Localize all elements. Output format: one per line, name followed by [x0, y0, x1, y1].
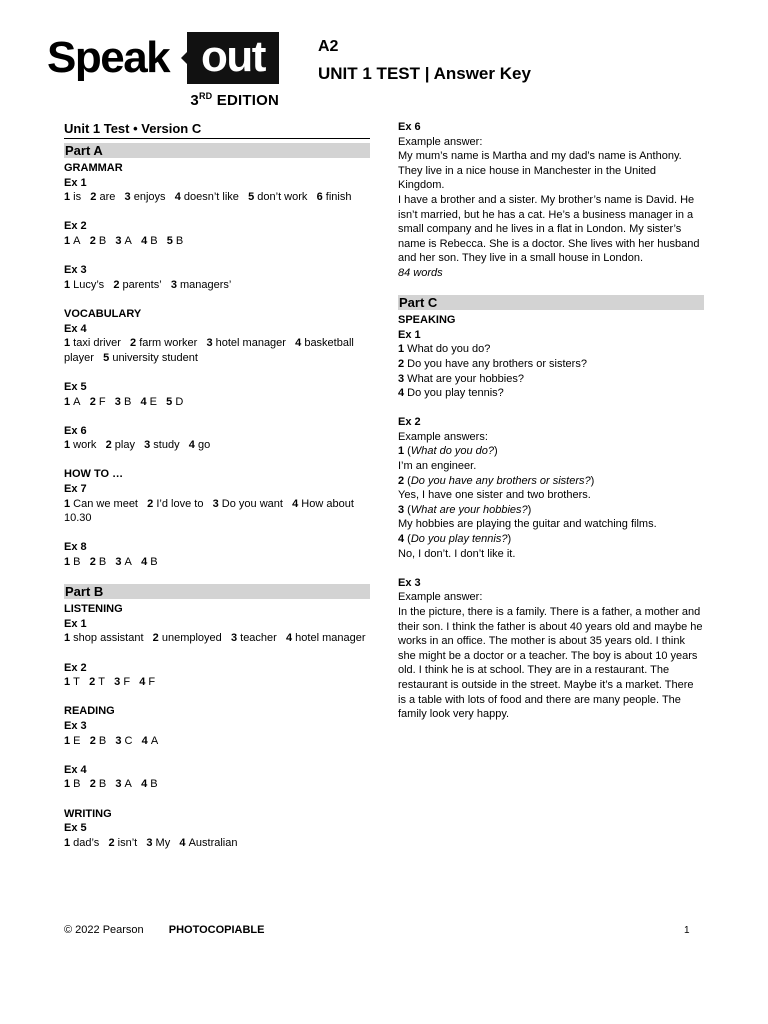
example-answer-label: Example answer:	[398, 135, 483, 148]
answer-text: B	[172, 234, 184, 247]
answer-number: 3	[124, 191, 131, 204]
exercise-label: Ex 6	[64, 424, 87, 437]
answer-line	[64, 777, 370, 792]
answer-number: 4	[141, 778, 148, 791]
answer-text: go	[194, 439, 211, 452]
answer-text: E	[70, 734, 90, 747]
answer-text: taxi driver	[70, 337, 131, 350]
answer-text: B	[120, 395, 141, 408]
answer-number: 2	[105, 439, 112, 452]
answer-number: 3	[114, 395, 121, 408]
answer-number: 1	[64, 395, 71, 408]
list-item	[398, 386, 704, 401]
exercise-label: Ex 7	[64, 483, 87, 496]
answer-text: My	[152, 836, 180, 849]
copyright: © 2022 Pearson	[64, 924, 144, 936]
answer-line	[64, 190, 370, 205]
part-a-heading: Part A	[64, 143, 370, 158]
answer-number: 2	[130, 337, 137, 350]
answer-line	[64, 675, 370, 690]
answer-number: 2	[89, 676, 96, 689]
exercise-label: Ex 1	[64, 176, 87, 189]
version-title: Unit 1 Test • Version C	[64, 120, 370, 139]
writing-heading: WRITING	[64, 807, 112, 820]
left-column	[64, 120, 370, 850]
answer-text: shop assistant	[70, 632, 153, 645]
exercise-label: Ex 1	[398, 328, 421, 341]
answer-number: 1	[64, 556, 71, 569]
list-number: 3	[398, 372, 405, 385]
answer-number: 2	[89, 395, 96, 408]
answer-number: 5	[248, 191, 255, 204]
answer-number: 1	[64, 778, 71, 791]
answer-text: A	[147, 734, 159, 747]
answer-text: F	[145, 676, 156, 689]
answer-number: 3	[115, 778, 122, 791]
answer-text: B	[95, 556, 116, 569]
answer-text: I’d love to	[153, 497, 213, 510]
answer-number: 4	[179, 836, 186, 849]
answer-number: 4	[139, 676, 146, 689]
answer-line	[64, 836, 370, 851]
answer-text: dad’s	[70, 836, 109, 849]
answer-text: play	[111, 439, 145, 452]
part-c-heading: Part C	[398, 295, 704, 310]
vocabulary-heading: VOCABULARY	[64, 307, 142, 320]
answer-text: hotel manager	[212, 337, 296, 350]
answer-text: finish	[322, 191, 352, 204]
answer-line	[64, 734, 370, 749]
qa-answer: Yes, I have one sister and two brothers.	[398, 489, 591, 502]
answer-line	[64, 336, 370, 365]
answer-number: 2	[113, 278, 120, 291]
answer-text: T	[95, 676, 115, 689]
answer-text: study	[150, 439, 189, 452]
answer-number: 4	[292, 497, 299, 510]
answer-number: 4	[140, 395, 147, 408]
writing-sample-paragraph: I have a brother and a sister. My brother’s name is David. He isn’t married, but he has a cat. He’s a business manager in a small company and he lives in a flat in London. My sister’s name is Rebecca. She is a doctor. She lives with her husband and her son. They live in a small house in London.	[398, 193, 700, 265]
answer-number: 1	[64, 676, 71, 689]
exercise-label: Ex 3	[64, 264, 87, 277]
answer-text: are	[96, 191, 125, 204]
answer-number: 2	[89, 234, 96, 247]
answer-text: B	[95, 778, 116, 791]
logo-speak-text: Speak	[47, 33, 170, 82]
speakout-logo	[47, 32, 279, 110]
answer-text: isn’t	[114, 836, 147, 849]
howto-heading: HOW TO …	[64, 468, 124, 481]
answer-number: 4	[141, 734, 148, 747]
answer-text: B	[70, 556, 90, 569]
speaking-sample-paragraph: In the picture, there is a family. There is a father, a mother and their son. I think the father is about 40 years old and maybe he works in an office. The mother is about 35 years old. I think she might be a doctor or a teacher. The boy is about 10 years old. I think he is at school. They are in a restaurant. The restaurant is outside in the street. Maybe it’s a market. There is a table with lots of food and there are many people. The family look very happy.	[398, 606, 703, 721]
answer-text: D	[172, 395, 184, 408]
edition-word: EDITION	[216, 92, 279, 109]
answer-number: 3	[170, 278, 177, 291]
answer-text: C	[121, 734, 142, 747]
speaking-heading: SPEAKING	[398, 314, 456, 327]
exercise-label: Ex 1	[64, 617, 87, 630]
answer-number: 4	[286, 632, 293, 645]
grammar-heading: GRAMMAR	[64, 162, 123, 174]
exercise-label: Ex 6	[398, 121, 421, 133]
answer-number: 3	[114, 676, 121, 689]
answer-number: 4	[141, 234, 148, 247]
answer-text: How about 10.30	[64, 497, 354, 525]
list-number: 1	[398, 343, 405, 356]
qa-answer: My hobbies are playing the guitar and watching films.	[398, 518, 657, 531]
level-label: A2	[318, 38, 339, 55]
photocopiable-label: PHOTOCOPIABLE	[168, 924, 265, 936]
qa-answer: No, I don’t. I don’t like it.	[398, 547, 516, 560]
answer-text: B	[147, 556, 158, 569]
answer-text: farm worker	[136, 337, 207, 350]
answer-number: 3	[212, 497, 219, 510]
footer	[64, 924, 265, 936]
answer-text: teacher	[237, 632, 286, 645]
answer-number: 1	[64, 439, 71, 452]
answer-number: 5	[103, 351, 110, 364]
answer-number: 3	[144, 439, 151, 452]
answer-number: 5	[166, 395, 173, 408]
answer-text: don’t work	[254, 191, 317, 204]
page-title: UNIT 1 TEST | Answer Key	[318, 64, 531, 83]
answer-line	[64, 555, 370, 570]
answer-text: A	[70, 234, 90, 247]
list-item	[398, 372, 704, 387]
word-count: 84 words	[398, 266, 443, 279]
exercise-label: Ex 2	[64, 661, 87, 674]
answer-number: 3	[115, 556, 122, 569]
answer-number: 3	[230, 632, 238, 645]
list-item	[398, 357, 704, 372]
answer-number: 2	[147, 497, 154, 510]
answer-text: B	[70, 778, 90, 791]
answer-number: 5	[166, 234, 173, 247]
exercise-label: Ex 8	[64, 541, 87, 554]
listening-heading: LISTENING	[64, 603, 123, 616]
answer-number: 2	[89, 556, 96, 569]
exercise-label: Ex 2	[398, 416, 421, 429]
answer-number: 1	[64, 734, 71, 747]
answer-line	[64, 395, 370, 410]
answer-number: 1	[64, 497, 71, 510]
answer-text: B	[147, 234, 167, 247]
answer-number: 6	[316, 191, 323, 204]
answer-number: 1	[64, 234, 71, 247]
answer-line	[64, 631, 370, 646]
qa-list	[398, 444, 704, 561]
page-number: 1	[684, 925, 690, 936]
answer-text: parents’	[119, 278, 171, 291]
answer-text: A	[70, 395, 90, 408]
answer-text: is	[70, 191, 91, 204]
exercise-label: Ex 3	[64, 719, 87, 732]
answer-text: unemployed	[158, 632, 231, 645]
answer-number: 4	[141, 556, 148, 569]
exercise-label: Ex 3	[398, 576, 421, 589]
answer-number: 2	[89, 734, 96, 747]
answer-number: 3	[146, 836, 153, 849]
answer-text: E	[146, 395, 167, 408]
answer-number: 3	[206, 337, 213, 350]
answer-text: doesn’t like	[180, 191, 249, 204]
answer-number: 1	[64, 337, 71, 350]
edition-ordinal: RD	[198, 91, 213, 101]
answer-number: 4	[174, 191, 181, 204]
answer-text: Can we meet	[70, 497, 148, 510]
answer-text: B	[95, 234, 116, 247]
logo-edition	[188, 92, 279, 109]
answer-number: 1	[64, 278, 71, 291]
qa-question: 4 (Do you play tennis?)	[398, 533, 512, 546]
numbered-list	[398, 342, 704, 400]
answer-text: F	[95, 395, 115, 408]
list-text: Do you play tennis?	[404, 387, 504, 400]
answer-text: work	[70, 439, 106, 452]
answer-number: 2	[89, 778, 96, 791]
reading-heading: READING	[64, 705, 115, 718]
logo-out-text: out	[187, 32, 279, 84]
answer-text: enjoys	[130, 191, 175, 204]
answer-text: A	[121, 234, 142, 247]
list-item	[398, 342, 704, 357]
answer-line	[64, 438, 370, 453]
qa-question: 3 (What are your hobbies?)	[398, 503, 532, 516]
answer-text: managers’	[176, 278, 232, 291]
answer-number: 1	[64, 836, 71, 849]
edition-number: 3	[190, 92, 199, 109]
example-answer-label: Example answer:	[398, 591, 483, 604]
example-answers-label: Example answers:	[398, 430, 488, 443]
answer-number: 2	[90, 191, 97, 204]
answer-number: 3	[115, 734, 122, 747]
qa-answer: I’m an engineer.	[398, 460, 477, 473]
answer-text: university student	[109, 351, 198, 364]
list-text: What do you do?	[404, 343, 491, 356]
exercise-label: Ex 2	[64, 220, 87, 233]
qa-question: 1 (What do you do?)	[398, 445, 498, 458]
answer-text: Lucy’s	[70, 278, 114, 291]
answer-number: 3	[115, 234, 122, 247]
answer-text: hotel manager	[292, 632, 366, 645]
list-number: 2	[398, 357, 405, 370]
answer-text: basketball player	[64, 337, 354, 364]
answer-line	[64, 497, 370, 526]
exercise-label: Ex 5	[64, 822, 87, 835]
exercise-label: Ex 4	[64, 322, 87, 335]
list-text: What are your hobbies?	[404, 372, 524, 385]
answer-text: F	[120, 676, 140, 689]
answer-text: A	[121, 778, 142, 791]
list-text: Do you have any brothers or sisters?	[404, 357, 587, 370]
answer-text: B	[95, 734, 116, 747]
exercise-label: Ex 5	[64, 380, 87, 393]
answer-line	[64, 278, 370, 293]
answer-text: Do you want	[218, 497, 293, 510]
answer-number: 2	[152, 632, 159, 645]
list-number: 4	[398, 387, 405, 400]
writing-sample-paragraph: My mum’s name is Martha and my dad’s name is Anthony. They live in a nice house in Manchester in the United Kingdom.	[398, 150, 682, 192]
answer-text: B	[147, 778, 158, 791]
answer-number: 4	[295, 337, 302, 350]
answer-number: 1	[64, 632, 71, 645]
answer-number: 1	[64, 191, 71, 204]
answer-number: 2	[108, 836, 115, 849]
right-column	[398, 120, 704, 722]
answer-text: Australian	[185, 836, 238, 849]
answer-text: T	[70, 676, 90, 689]
answer-text: A	[121, 556, 142, 569]
answer-number: 4	[188, 439, 195, 452]
qa-question: 2 (Do you have any brothers or sisters?)	[398, 474, 595, 487]
answer-line	[64, 234, 370, 249]
exercise-label: Ex 4	[64, 763, 87, 776]
part-b-heading: Part B	[64, 584, 370, 599]
